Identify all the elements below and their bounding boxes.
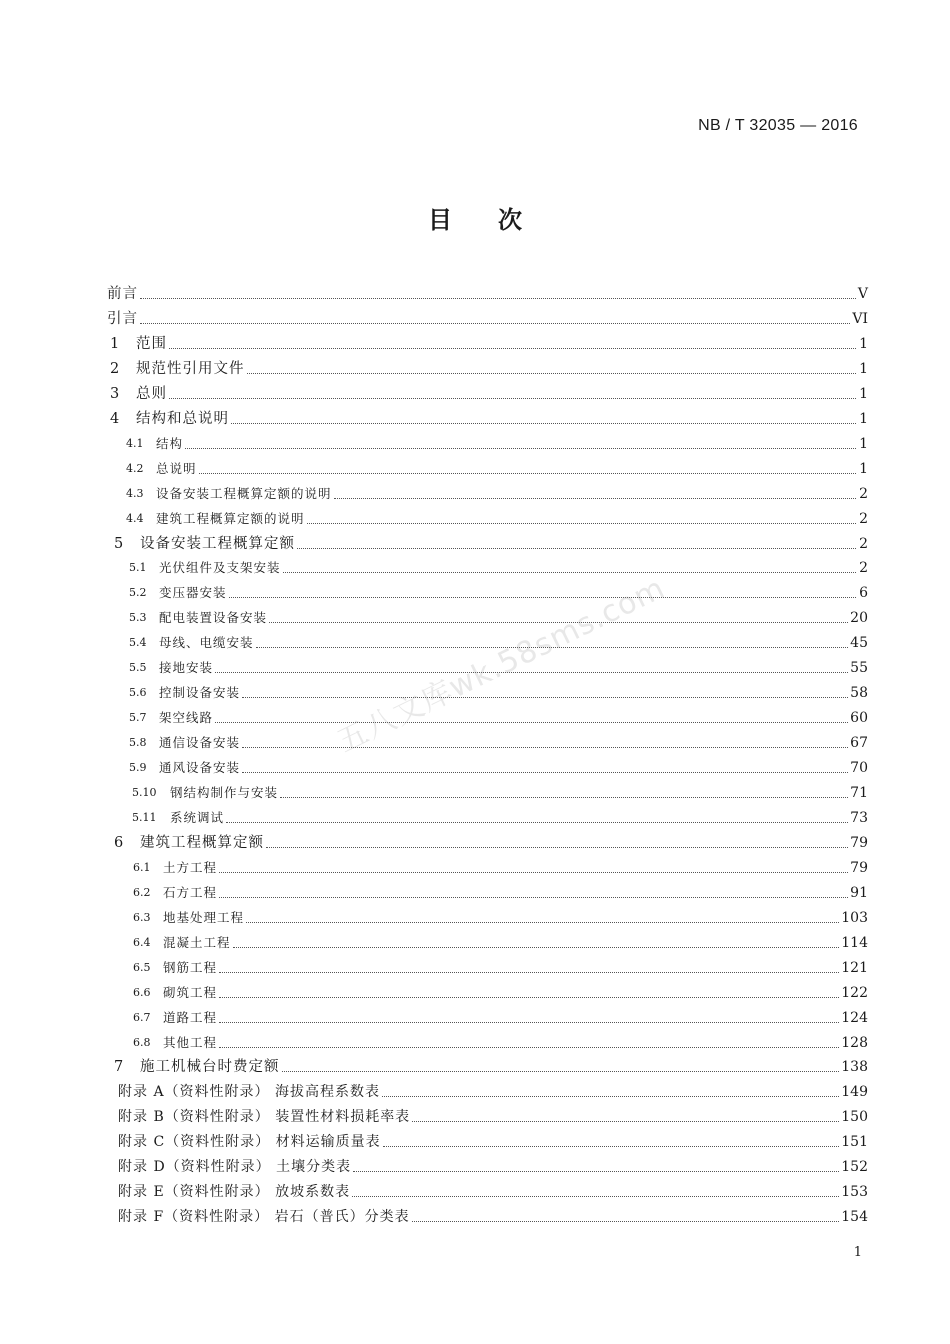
page-number: 1 bbox=[853, 1245, 862, 1260]
toc-entry-page: 67 bbox=[850, 735, 868, 751]
toc-entry-number: 6.5 bbox=[133, 961, 151, 974]
toc-entry-number: 6 bbox=[114, 835, 124, 851]
dot-leader bbox=[282, 1070, 840, 1072]
toc-entry-title: 钢筋工程 bbox=[163, 960, 218, 975]
toc-entry-title: 建筑工程概算定额的说明 bbox=[156, 511, 305, 526]
toc-entry[interactable] bbox=[133, 932, 868, 954]
toc-entry-title: 架空线路 bbox=[159, 710, 214, 725]
toc-entry-page: 1 bbox=[859, 411, 868, 427]
toc-entry-title: 引言 bbox=[107, 311, 138, 327]
dot-leader bbox=[215, 671, 848, 673]
toc-entry-title: 光伏组件及支架安装 bbox=[159, 560, 281, 575]
toc-entry-page: 70 bbox=[850, 760, 868, 776]
toc-entry[interactable] bbox=[133, 1007, 868, 1029]
toc-entry-page: 60 bbox=[850, 710, 868, 726]
toc-entry-page: 124 bbox=[841, 1010, 868, 1026]
toc-entry-number: 6.3 bbox=[133, 911, 151, 924]
page-title-char-2: 次 bbox=[498, 206, 522, 234]
dot-leader bbox=[229, 596, 856, 598]
toc-entry-page: 79 bbox=[850, 860, 868, 876]
dot-leader bbox=[219, 871, 848, 873]
toc-entry-number: 7 bbox=[114, 1059, 124, 1075]
toc-entry-page: 151 bbox=[841, 1134, 868, 1150]
toc-entry-title: 附录 E（资料性附录） 放坡系数表 bbox=[118, 1184, 351, 1200]
toc-entry[interactable] bbox=[107, 283, 868, 305]
toc-entry-page: 128 bbox=[841, 1035, 868, 1051]
toc-entry-title: 接地安装 bbox=[159, 660, 214, 675]
dot-leader bbox=[219, 1021, 839, 1023]
dot-leader bbox=[140, 297, 856, 299]
dot-leader bbox=[266, 846, 848, 848]
toc-entry-number: 5.6 bbox=[129, 686, 147, 699]
toc-entry-title: 配电装置设备安装 bbox=[159, 610, 268, 625]
toc-entry[interactable] bbox=[110, 383, 868, 405]
dot-leader bbox=[226, 821, 848, 823]
toc-entry-title: 土方工程 bbox=[163, 860, 218, 875]
dot-leader bbox=[383, 1145, 840, 1147]
toc-entry-number: 5.1 bbox=[129, 561, 147, 574]
dot-leader bbox=[246, 921, 839, 923]
toc-entry-title: 附录 F（资料性附录） 岩石（普氏）分类表 bbox=[118, 1209, 410, 1225]
toc-entry-number: 4.1 bbox=[126, 437, 144, 450]
toc-entry-page: V bbox=[857, 286, 868, 302]
toc-entry-number: 5.5 bbox=[129, 661, 147, 674]
toc-entry-page: 121 bbox=[841, 960, 868, 976]
dot-leader bbox=[233, 946, 840, 948]
toc-entry-number: 5.2 bbox=[129, 586, 147, 599]
toc-entry-title: 附录 B（资料性附录） 装置性材料损耗率表 bbox=[118, 1109, 411, 1125]
toc-entry[interactable] bbox=[129, 582, 868, 604]
toc-entry[interactable] bbox=[133, 882, 868, 904]
toc-entry-number: 5.8 bbox=[129, 736, 147, 749]
toc-entry[interactable] bbox=[133, 907, 868, 929]
toc-entry[interactable] bbox=[132, 782, 868, 804]
toc-entry-title: 设备安装工程概算定额 bbox=[140, 536, 295, 552]
toc-entry-page: 152 bbox=[841, 1159, 868, 1175]
toc-entry-number: 1 bbox=[110, 336, 120, 352]
toc-entry[interactable] bbox=[126, 483, 868, 505]
toc-entry-page: VI bbox=[852, 311, 868, 327]
toc-entry-number: 3 bbox=[110, 386, 120, 402]
toc-entry-title: 砌筑工程 bbox=[163, 985, 218, 1000]
toc-entry-number: 6.1 bbox=[133, 861, 151, 874]
toc-entry-page: 1 bbox=[859, 436, 868, 452]
toc-entry[interactable] bbox=[126, 458, 868, 480]
dot-leader bbox=[283, 571, 856, 573]
toc-entry-title: 建筑工程概算定额 bbox=[140, 835, 264, 851]
dot-leader bbox=[231, 422, 856, 424]
dot-leader bbox=[297, 547, 856, 549]
toc-entry[interactable] bbox=[133, 957, 868, 979]
toc-entry[interactable] bbox=[133, 1032, 868, 1054]
toc-entry-page: 114 bbox=[841, 935, 868, 951]
toc-entry-page: 45 bbox=[850, 635, 868, 651]
toc-entry[interactable] bbox=[126, 433, 868, 455]
toc-entry[interactable] bbox=[126, 508, 868, 530]
toc-entry-number: 5.11 bbox=[132, 811, 157, 824]
toc-entry-title: 通信设备安装 bbox=[159, 735, 241, 750]
dot-leader bbox=[185, 447, 856, 449]
dot-leader bbox=[219, 996, 839, 998]
toc-entry-page: 20 bbox=[850, 610, 868, 626]
toc-entry-page: 2 bbox=[859, 560, 868, 576]
toc-entry-page: 122 bbox=[841, 985, 868, 1001]
toc-entry-number: 5.10 bbox=[132, 786, 157, 799]
toc-entry-page: 2 bbox=[859, 486, 868, 502]
toc-entry[interactable] bbox=[129, 732, 868, 754]
dot-leader bbox=[219, 1046, 839, 1048]
toc-entry-page: 71 bbox=[850, 785, 868, 801]
toc-entry-number: 6.6 bbox=[133, 986, 151, 999]
toc-entry[interactable] bbox=[132, 807, 868, 829]
toc-entry-number: 4.3 bbox=[126, 487, 144, 500]
toc-entry-page: 154 bbox=[841, 1209, 868, 1225]
toc-entry-number: 4.4 bbox=[126, 512, 144, 525]
toc-entry-title: 系统调试 bbox=[170, 810, 225, 825]
toc-entry-title: 钢结构制作与安装 bbox=[170, 785, 279, 800]
toc-entry-title: 混凝土工程 bbox=[163, 935, 231, 950]
toc-entry-title: 地基处理工程 bbox=[163, 910, 245, 925]
toc-entry[interactable] bbox=[114, 1056, 868, 1078]
toc-entry-page: 150 bbox=[841, 1109, 868, 1125]
toc-entry[interactable] bbox=[118, 1156, 868, 1178]
toc-entry-page: 1 bbox=[859, 336, 868, 352]
toc-entry-number: 5.4 bbox=[129, 636, 147, 649]
toc-entry-page: 1 bbox=[859, 461, 868, 477]
watermark: 五八文库wk.58sms.com bbox=[332, 570, 671, 760]
toc-entry-number: 4.2 bbox=[126, 462, 144, 475]
dot-leader bbox=[334, 497, 856, 499]
toc-entry[interactable] bbox=[114, 533, 868, 555]
toc-entry-title: 石方工程 bbox=[163, 885, 218, 900]
toc-entry-title: 范围 bbox=[136, 336, 167, 352]
toc-entry-number: 6.2 bbox=[133, 886, 151, 899]
toc-entry[interactable] bbox=[129, 707, 868, 729]
page-title-char-1: 目 bbox=[428, 206, 452, 234]
toc-entry-page: 79 bbox=[850, 835, 868, 851]
toc-entry[interactable] bbox=[118, 1131, 868, 1153]
toc-entry-page: 138 bbox=[841, 1059, 868, 1075]
toc-entry-page: 1 bbox=[859, 386, 868, 402]
dot-leader bbox=[140, 322, 850, 324]
dot-leader bbox=[280, 796, 848, 798]
toc-entry-page: 58 bbox=[850, 685, 868, 701]
dot-leader bbox=[215, 721, 848, 723]
dot-leader bbox=[169, 397, 856, 399]
toc-entry[interactable] bbox=[129, 557, 868, 579]
toc-entry[interactable] bbox=[133, 982, 868, 1004]
toc-entry-page: 55 bbox=[850, 660, 868, 676]
dot-leader bbox=[169, 347, 856, 349]
toc-entry-title: 其他工程 bbox=[163, 1035, 218, 1050]
toc-entry-title: 结构 bbox=[156, 436, 184, 451]
toc-entry-title: 道路工程 bbox=[163, 1010, 218, 1025]
toc-entry[interactable] bbox=[129, 607, 868, 629]
toc-entry-page: 91 bbox=[850, 885, 868, 901]
toc-entry-title: 附录 C（资料性附录） 材料运输质量表 bbox=[118, 1134, 381, 1150]
toc-entry-number: 6.4 bbox=[133, 936, 151, 949]
dot-leader bbox=[199, 472, 856, 474]
dot-leader bbox=[242, 746, 848, 748]
toc-entry-page: 149 bbox=[841, 1084, 868, 1100]
toc-entry-title: 前言 bbox=[107, 286, 138, 302]
dot-leader bbox=[219, 971, 839, 973]
standard-code: NB / T 32035 — 2016 bbox=[698, 117, 858, 134]
toc-entry-number: 6.7 bbox=[133, 1011, 151, 1024]
toc-entry-page: 6 bbox=[859, 585, 868, 601]
toc-entry-number: 6.8 bbox=[133, 1036, 151, 1049]
toc-entry[interactable] bbox=[118, 1181, 868, 1203]
dot-leader bbox=[412, 1220, 840, 1222]
toc-entry-page: 2 bbox=[859, 511, 868, 527]
toc-entry-title: 设备安装工程概算定额的说明 bbox=[156, 486, 332, 501]
toc-entry-title: 总说明 bbox=[156, 461, 197, 476]
toc-entry-title: 附录 A（资料性附录） 海拔高程系数表 bbox=[118, 1084, 381, 1100]
toc-entry-title: 结构和总说明 bbox=[136, 411, 229, 427]
toc-entry[interactable] bbox=[118, 1206, 868, 1228]
toc-entry[interactable] bbox=[114, 832, 868, 854]
toc-entry-title: 母线、电缆安装 bbox=[159, 635, 254, 650]
toc-entry-number: 2 bbox=[110, 361, 120, 377]
toc-entry[interactable] bbox=[133, 857, 868, 879]
toc-entry[interactable] bbox=[129, 757, 868, 779]
toc-entry-page: 73 bbox=[850, 810, 868, 826]
dot-leader bbox=[219, 896, 848, 898]
toc-entry-title: 变压器安装 bbox=[159, 585, 227, 600]
toc-entry-number: 4 bbox=[110, 411, 120, 427]
toc-entry-number: 5.7 bbox=[129, 711, 147, 724]
toc-entry-number: 5.9 bbox=[129, 761, 147, 774]
toc-entry-title: 控制设备安装 bbox=[159, 685, 241, 700]
toc-entry-page: 2 bbox=[859, 536, 868, 552]
toc-entry[interactable] bbox=[118, 1106, 868, 1128]
dot-leader bbox=[247, 372, 857, 374]
dot-leader bbox=[352, 1195, 839, 1197]
toc-entry-title: 规范性引用文件 bbox=[136, 361, 245, 377]
toc-entry-page: 103 bbox=[841, 910, 868, 926]
dot-leader bbox=[382, 1095, 839, 1097]
dot-leader bbox=[412, 1120, 839, 1122]
toc-entry-page: 153 bbox=[841, 1184, 868, 1200]
toc-entry-title: 施工机械台时费定额 bbox=[140, 1059, 280, 1075]
toc-entry-page: 1 bbox=[859, 361, 868, 377]
toc-entry[interactable] bbox=[110, 408, 868, 430]
toc-entry[interactable] bbox=[110, 358, 868, 380]
toc-entry[interactable] bbox=[118, 1081, 868, 1103]
toc-entry-title: 总则 bbox=[136, 386, 167, 402]
dot-leader bbox=[242, 696, 848, 698]
toc-entry-title: 通风设备安装 bbox=[159, 760, 241, 775]
dot-leader bbox=[242, 771, 848, 773]
toc-entry[interactable] bbox=[110, 333, 868, 355]
toc-entry-number: 5 bbox=[114, 536, 124, 552]
dot-leader bbox=[353, 1170, 839, 1172]
toc-entry-number: 5.3 bbox=[129, 611, 147, 624]
toc-entry[interactable] bbox=[107, 308, 868, 330]
dot-leader bbox=[307, 522, 856, 524]
toc-entry-title: 附录 D（资料性附录） 土壤分类表 bbox=[118, 1159, 352, 1175]
